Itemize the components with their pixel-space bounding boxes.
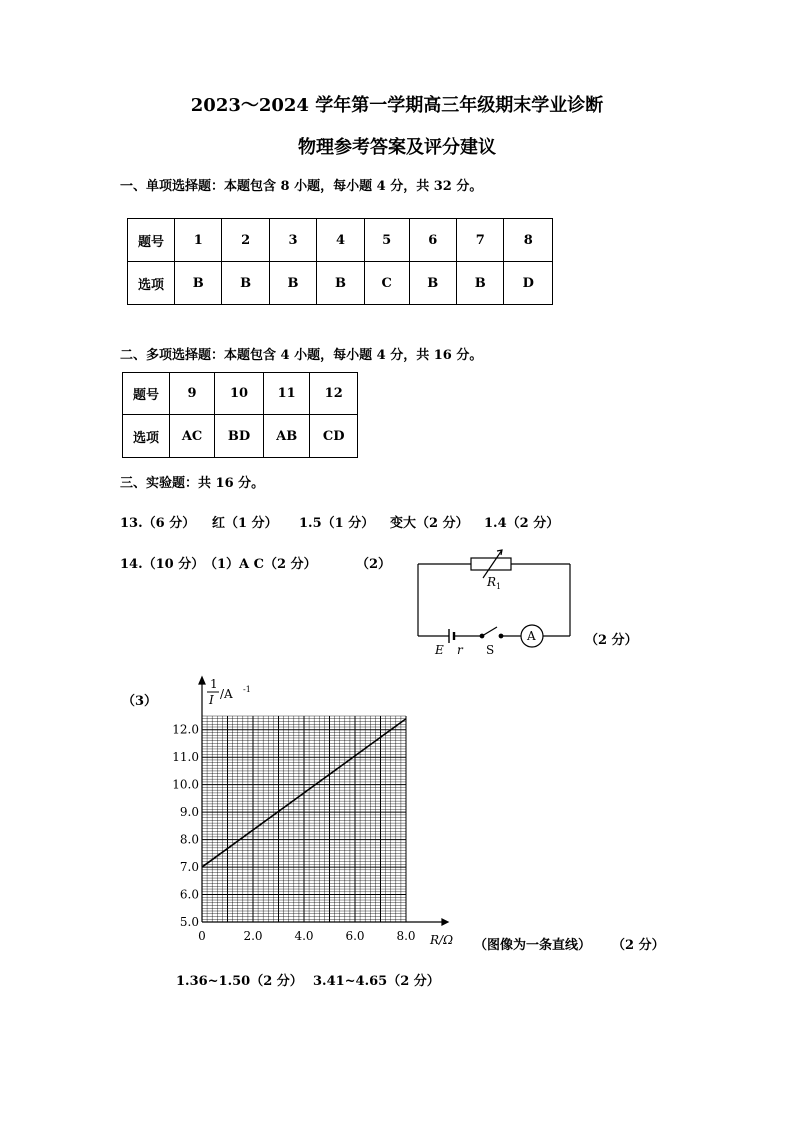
rheostat-arrow (483, 550, 502, 578)
question-number: 7 (457, 219, 504, 262)
answer-cell: B (317, 262, 364, 305)
answer-cell: CD (310, 415, 358, 458)
question-number: 6 (409, 219, 456, 262)
question-number: 2 (222, 219, 269, 262)
answer-cell: B (409, 262, 456, 305)
y-tick-label: 7.0 (179, 860, 199, 875)
switch-label: S (486, 643, 495, 657)
y-axis-label-exponent: -1 (243, 685, 251, 694)
question-number: 8 (504, 219, 553, 262)
question-number: 3 (269, 219, 316, 262)
rheostat-symbol (471, 558, 511, 570)
answer-cell: B (269, 262, 316, 305)
x-axis-arrow (442, 919, 448, 925)
answer-cell: C (364, 262, 409, 305)
section3-heading: 三、实验题：共 16 分。 (120, 476, 265, 491)
switch-blade (482, 627, 497, 636)
internal-resistance-label: r (457, 643, 463, 657)
question-number: 11 (263, 373, 309, 415)
row-label-answer: 选项 (128, 262, 175, 305)
row-label-question: 题号 (123, 373, 170, 415)
answer-cell: AB (263, 415, 309, 458)
q13-number: 13.（6 分） (120, 516, 196, 531)
y-axis-label-unit: /A (220, 687, 233, 701)
page-title: 2023～2024 学年第一学期高三年级期末学业诊断 (190, 95, 604, 116)
graph-score: （2 分） (612, 938, 665, 953)
y-tick-label: 11.0 (172, 750, 199, 765)
question-number: 10 (215, 373, 264, 415)
resistor-subscript: 1 (496, 582, 502, 591)
q13-answer-3: 变大（2 分） (390, 516, 469, 531)
y-tick-label: 8.0 (179, 832, 199, 847)
q14-number: 14.（10 分） (120, 557, 205, 572)
answer-cell: BD (215, 415, 264, 458)
section1-heading: 一、单项选择题：本题包含 8 小题，每小题 4 分，共 32 分。 (120, 179, 483, 194)
y-axis-label-denominator: I (209, 693, 214, 707)
answer-cell: B (175, 262, 222, 305)
y-tick-label: 12.0 (172, 722, 199, 737)
q14-part2-label: （2） (356, 557, 392, 572)
question-number: 12 (310, 373, 358, 415)
q13-answer-1: 红（1 分） (212, 516, 278, 531)
answer-cell: B (222, 262, 269, 305)
final-answer-1: 1.36~1.50（2 分） (176, 974, 303, 989)
answer-cell: D (504, 262, 553, 305)
q14-part2-score: （2 分） (585, 633, 638, 648)
row-label-question: 题号 (128, 219, 175, 262)
question-number: 1 (175, 219, 222, 262)
question-number: 5 (364, 219, 409, 262)
x-tick-label: 2.0 (243, 929, 263, 943)
graph-note: （图像为一条直线） (474, 938, 592, 953)
resistor-label: R (487, 575, 497, 589)
page-subtitle: 物理参考答案及评分建议 (298, 137, 496, 158)
x-tick-label: 0 (198, 929, 206, 943)
q13-answer-2: 1.5（1 分） (299, 516, 375, 531)
q14-part1: （1）A C（2 分） (204, 557, 317, 572)
multi-choice-table (122, 372, 358, 458)
q13-answer-4: 1.4（2 分） (484, 516, 560, 531)
section2-heading: 二、多项选择题：本题包含 4 小题，每小题 4 分，共 16 分。 (120, 348, 483, 363)
single-choice-table (127, 218, 553, 305)
x-axis-label: R/Ω (430, 933, 454, 947)
answer-cell: AC (170, 415, 215, 458)
x-tick-label: 6.0 (345, 929, 365, 943)
circuit-diagram (405, 548, 585, 660)
ammeter-label: A (527, 629, 536, 643)
y-tick-label: 10.0 (172, 777, 199, 792)
y-axis-label-numerator: 1 (210, 677, 218, 691)
question-number: 9 (170, 373, 215, 415)
answer-cell: B (457, 262, 504, 305)
y-axis-arrow (199, 677, 205, 684)
y-tick-label: 6.0 (179, 887, 199, 902)
x-tick-label: 4.0 (294, 929, 314, 943)
graph-1-over-i-vs-r (160, 672, 460, 952)
question-number: 4 (317, 219, 364, 262)
y-tick-label: 5.0 (179, 915, 199, 929)
emf-label: E (435, 643, 444, 657)
y-tick-label: 9.0 (179, 805, 199, 820)
final-answer-2: 3.41~4.65（2 分） (313, 974, 440, 989)
x-tick-label: 8.0 (396, 929, 416, 943)
q14-part3-label: （3） (122, 694, 158, 709)
row-label-answer: 选项 (123, 415, 170, 458)
